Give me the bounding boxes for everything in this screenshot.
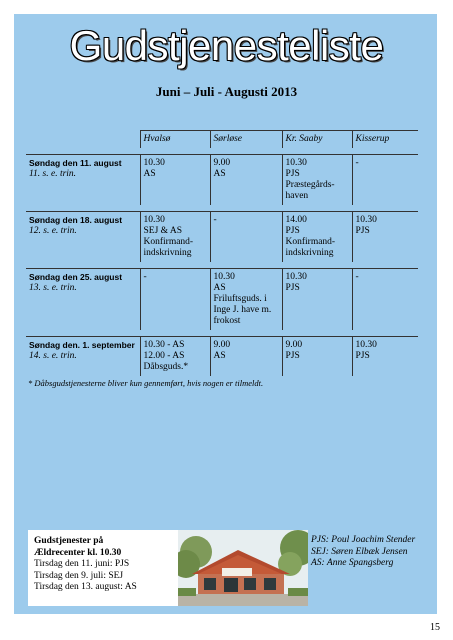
table-header-row <box>26 131 418 149</box>
cell-line: - <box>355 158 359 168</box>
cell-line: SEJ & AS <box>143 226 183 236</box>
cell-line: AS <box>213 351 226 361</box>
cell-line: 10.30 - AS <box>143 340 185 350</box>
cell-line: AS <box>213 283 226 293</box>
row-day: Søndag den 18. august <box>29 215 123 225</box>
cell-line: 9.00 <box>213 158 231 168</box>
cell-line: 10.30 <box>143 215 165 225</box>
table-cell <box>352 337 418 377</box>
table-cell <box>352 212 418 263</box>
row-trin: 13. s. e. trin. <box>29 283 77 293</box>
cell-line: - <box>143 272 147 282</box>
cell-line: Inge J. have m. <box>213 305 272 315</box>
table-cell <box>140 212 210 263</box>
abbreviation-item: SEJ: Søren Elbæk Jensen <box>311 546 408 557</box>
column-header-kr-saaby: Kr. Saaby <box>282 131 352 149</box>
cell-line: PJS <box>285 283 300 293</box>
row-trin: 12. s. e. trin. <box>29 226 77 236</box>
info-line: Tirsdag den 9. juli: SEJ <box>34 570 124 581</box>
table-cell <box>140 337 210 377</box>
cell-line: 10.30 <box>285 158 307 168</box>
cell-line: PJS <box>285 351 300 361</box>
page-number: 15 <box>430 622 440 633</box>
footnote: * Dåbsgudstjenesterne bliver kun gennemført, hvis nogen er tilmeldt. <box>28 378 264 388</box>
column-header-hvalsoe: Hvalsø <box>140 131 210 149</box>
cell-line: 10.30 <box>143 158 165 168</box>
abbreviation-item: PJS: Poul Joachim Stender <box>311 535 416 545</box>
column-header-kisserup: Kisserup <box>352 131 418 149</box>
cell-line: Konfirmand- <box>143 237 194 247</box>
building-photo <box>178 530 308 606</box>
cell-line: PJS <box>355 351 370 361</box>
table-row <box>26 212 418 263</box>
table-cell <box>210 337 282 377</box>
cell-line: indskrivning <box>285 248 334 258</box>
schedule-table <box>26 130 418 378</box>
table-cell <box>282 155 352 206</box>
page-title: Gudstjenesteliste <box>69 22 384 69</box>
cell-line: 12.00 - AS <box>143 351 185 361</box>
cell-line: - <box>213 215 217 225</box>
table-cell <box>140 155 210 206</box>
cell-line: 9.00 <box>213 340 231 350</box>
table-cell <box>352 155 418 206</box>
cell-line: Præstegårds- <box>285 180 335 190</box>
info-text <box>34 536 174 594</box>
row-day: Søndag den 25. august <box>29 272 123 282</box>
abbreviation-item: AS: Anne Spangsberg <box>311 558 394 568</box>
table-cell <box>282 337 352 377</box>
page-subtitle: Juni – Juli - Augusti 2013 <box>155 84 298 99</box>
info-box <box>28 530 308 606</box>
table-cell <box>140 269 210 331</box>
column-header-soerloese: Sørløse <box>210 131 282 149</box>
cell-line: haven <box>285 191 309 201</box>
cell-line: Dåbsguds.* <box>143 362 189 372</box>
row-trin: 14. s. e. trin. <box>29 351 77 361</box>
table-cell <box>210 269 282 331</box>
cell-line: PJS <box>285 169 300 179</box>
row-day: Søndag den 11. august <box>29 158 122 168</box>
cell-line: frokost <box>213 316 241 326</box>
abbreviations <box>311 535 436 570</box>
table-row <box>26 269 418 331</box>
row-day: Søndag den. 1. september <box>29 340 135 350</box>
cell-line: PJS <box>285 226 300 236</box>
header-empty <box>26 131 140 149</box>
table-cell <box>352 269 418 331</box>
cell-line: PJS <box>355 226 370 236</box>
cell-line: 14.00 <box>285 215 307 225</box>
table-cell <box>282 269 352 331</box>
cell-line: 10.30 <box>285 272 307 282</box>
cell-line: 10.30 <box>355 340 377 350</box>
info-line: Tirsdag den 13. august: AS <box>34 582 137 592</box>
table-row <box>26 155 418 206</box>
cell-line: AS <box>213 169 226 179</box>
cell-line: indskrivning <box>143 248 192 258</box>
cell-line: Konfirmand- <box>285 237 336 247</box>
info-line: Tirsdag den 11. juni: PJS <box>34 559 130 569</box>
info-heading: Ældrecenter kl. 10.30 <box>34 547 122 558</box>
table-cell <box>210 212 282 263</box>
cell-line: Friluftsguds. i <box>213 294 267 304</box>
table-cell <box>282 212 352 263</box>
cell-line: 10.30 <box>355 215 377 225</box>
cell-line: 9.00 <box>285 340 303 350</box>
table-cell <box>210 155 282 206</box>
table-row <box>26 337 418 377</box>
info-heading: Gudstjenester på <box>34 536 104 546</box>
row-trin: 11. s. e. trin. <box>29 169 77 179</box>
cell-line: 10.30 <box>213 272 235 282</box>
cell-line: AS <box>143 169 156 179</box>
cell-line: - <box>355 272 359 282</box>
